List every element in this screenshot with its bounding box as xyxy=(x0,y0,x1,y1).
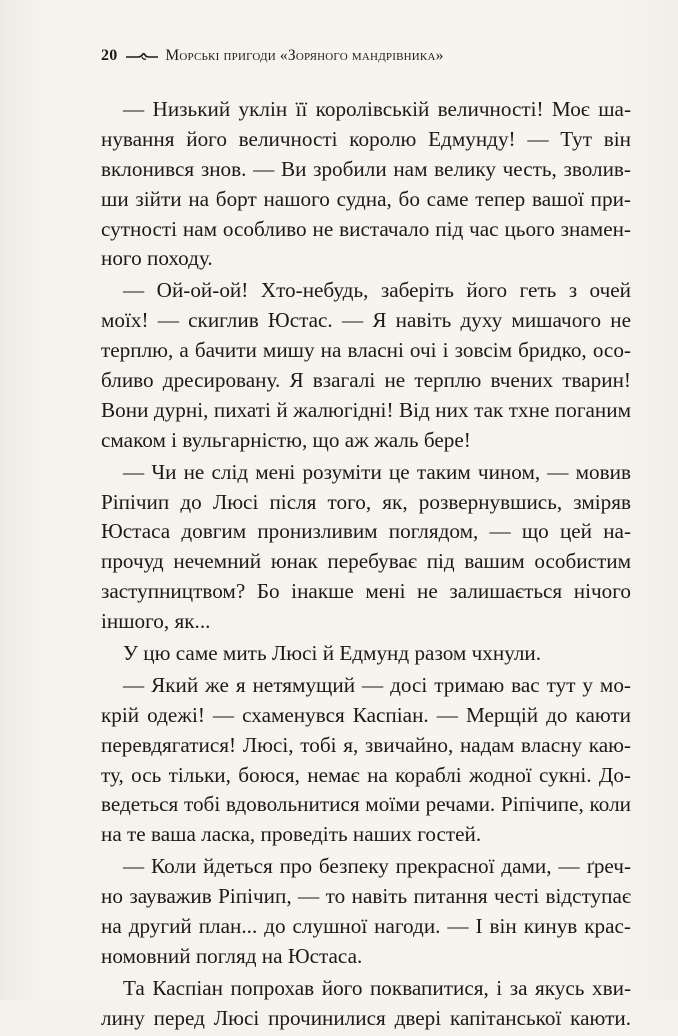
text-line: перевдягатися! Люсі, тобі я, звичайно, надам власну каю- xyxy=(101,732,631,757)
text-line: — Чи не слід мені розуміти це таким чином, — мовив xyxy=(123,459,631,484)
text-line: ного походу. xyxy=(101,246,213,271)
text-line: лину перед Люсі прочинилися двері капітанської каюти. xyxy=(101,1005,631,1030)
paragraph xyxy=(101,852,631,972)
text-line: терплю, а бачити мишу на власні очі і зовсім бридко, осо- xyxy=(101,338,631,363)
paragraph xyxy=(101,458,631,637)
running-title: Морські пригоди «Зоряного мандрівника» xyxy=(165,47,444,64)
text-line: бливо дресировану. Я взагалі не терплю вчених тварин! xyxy=(101,368,631,393)
text-line: — Низький уклін її королівській величності! Моє ша- xyxy=(123,97,631,121)
text-line: ведеться тобі вдовольнитися моїми речами. Ріпічипе, коли xyxy=(101,792,631,817)
text-line: Вони дурні, пихаті й жалюгідні! Від них так тхне поганим xyxy=(101,397,631,422)
text-line: ши зійти на борт нашого судна, бо саме тепер вашої при- xyxy=(101,186,631,211)
text-line: іншого, як... xyxy=(101,609,211,634)
paragraph xyxy=(101,639,631,669)
paragraph xyxy=(101,276,631,455)
paragraph xyxy=(101,974,631,1034)
flourish-dash-icon xyxy=(125,49,159,63)
text-line: Юстаса довгим пронизливим поглядом, — що цей на- xyxy=(101,519,631,544)
body-text xyxy=(101,95,631,1036)
text-line: но зауважив Ріпічип, — то навіть питання честі відступає xyxy=(101,884,631,909)
text-line: вклонився знов. — Ви зробили нам велику честь, зволив- xyxy=(101,156,631,181)
page-number: 20 xyxy=(101,47,118,64)
text-line: — Який же я нетямущий — досі тримаю вас тут у мо- xyxy=(123,672,631,697)
text-line: смаком і вульгарністю, що аж жаль бере! xyxy=(101,427,471,452)
text-line: — Коли йдеться про безпеку прекрасної дами, — ґреч- xyxy=(123,854,631,879)
text-line: Та Каспіан попрохав його поквапитися, і за якусь хви- xyxy=(123,975,631,1000)
text-line: Ріпічип до Люсі після того, як, розвернувшись, зміряв xyxy=(101,489,631,514)
text-line: нування його величності королю Едмунду! — Тут він xyxy=(101,126,631,151)
text-line: заступництвом? Бо інакше мені не залишається нічого xyxy=(101,579,631,604)
text-line: крій одежі! — схаменувся Каспіан. — Мерщій до каюти xyxy=(101,702,631,727)
paragraph xyxy=(101,671,631,850)
text-line: — Ой-ой-ой! Хто-небудь, заберіть його геть з очей xyxy=(123,278,631,303)
running-head xyxy=(101,44,444,68)
text-line: на другий план... до слушної нагоди. — І він кинув крас- xyxy=(101,914,631,939)
paragraph xyxy=(101,95,631,274)
text-line: моїх! — скиглив Юстас. — Я навіть духу мишачого не xyxy=(101,308,631,333)
text-line: сутності нам особливо не вистачало під час цього знамен- xyxy=(101,216,631,241)
text-line: У цю саме мить Люсі й Едмунд разом чхнули. xyxy=(123,641,542,666)
text-line: номовний погляд на Юстаса. xyxy=(101,943,363,968)
text-line: ту, ось тільки, боюся, немає на кораблі жодної сукні. До- xyxy=(101,762,631,787)
text-line: прочуд нечемний юнак перебуває під вашим особистим xyxy=(101,549,631,574)
text-line: на те ваша ласка, проведіть наших гостей. xyxy=(101,822,482,847)
